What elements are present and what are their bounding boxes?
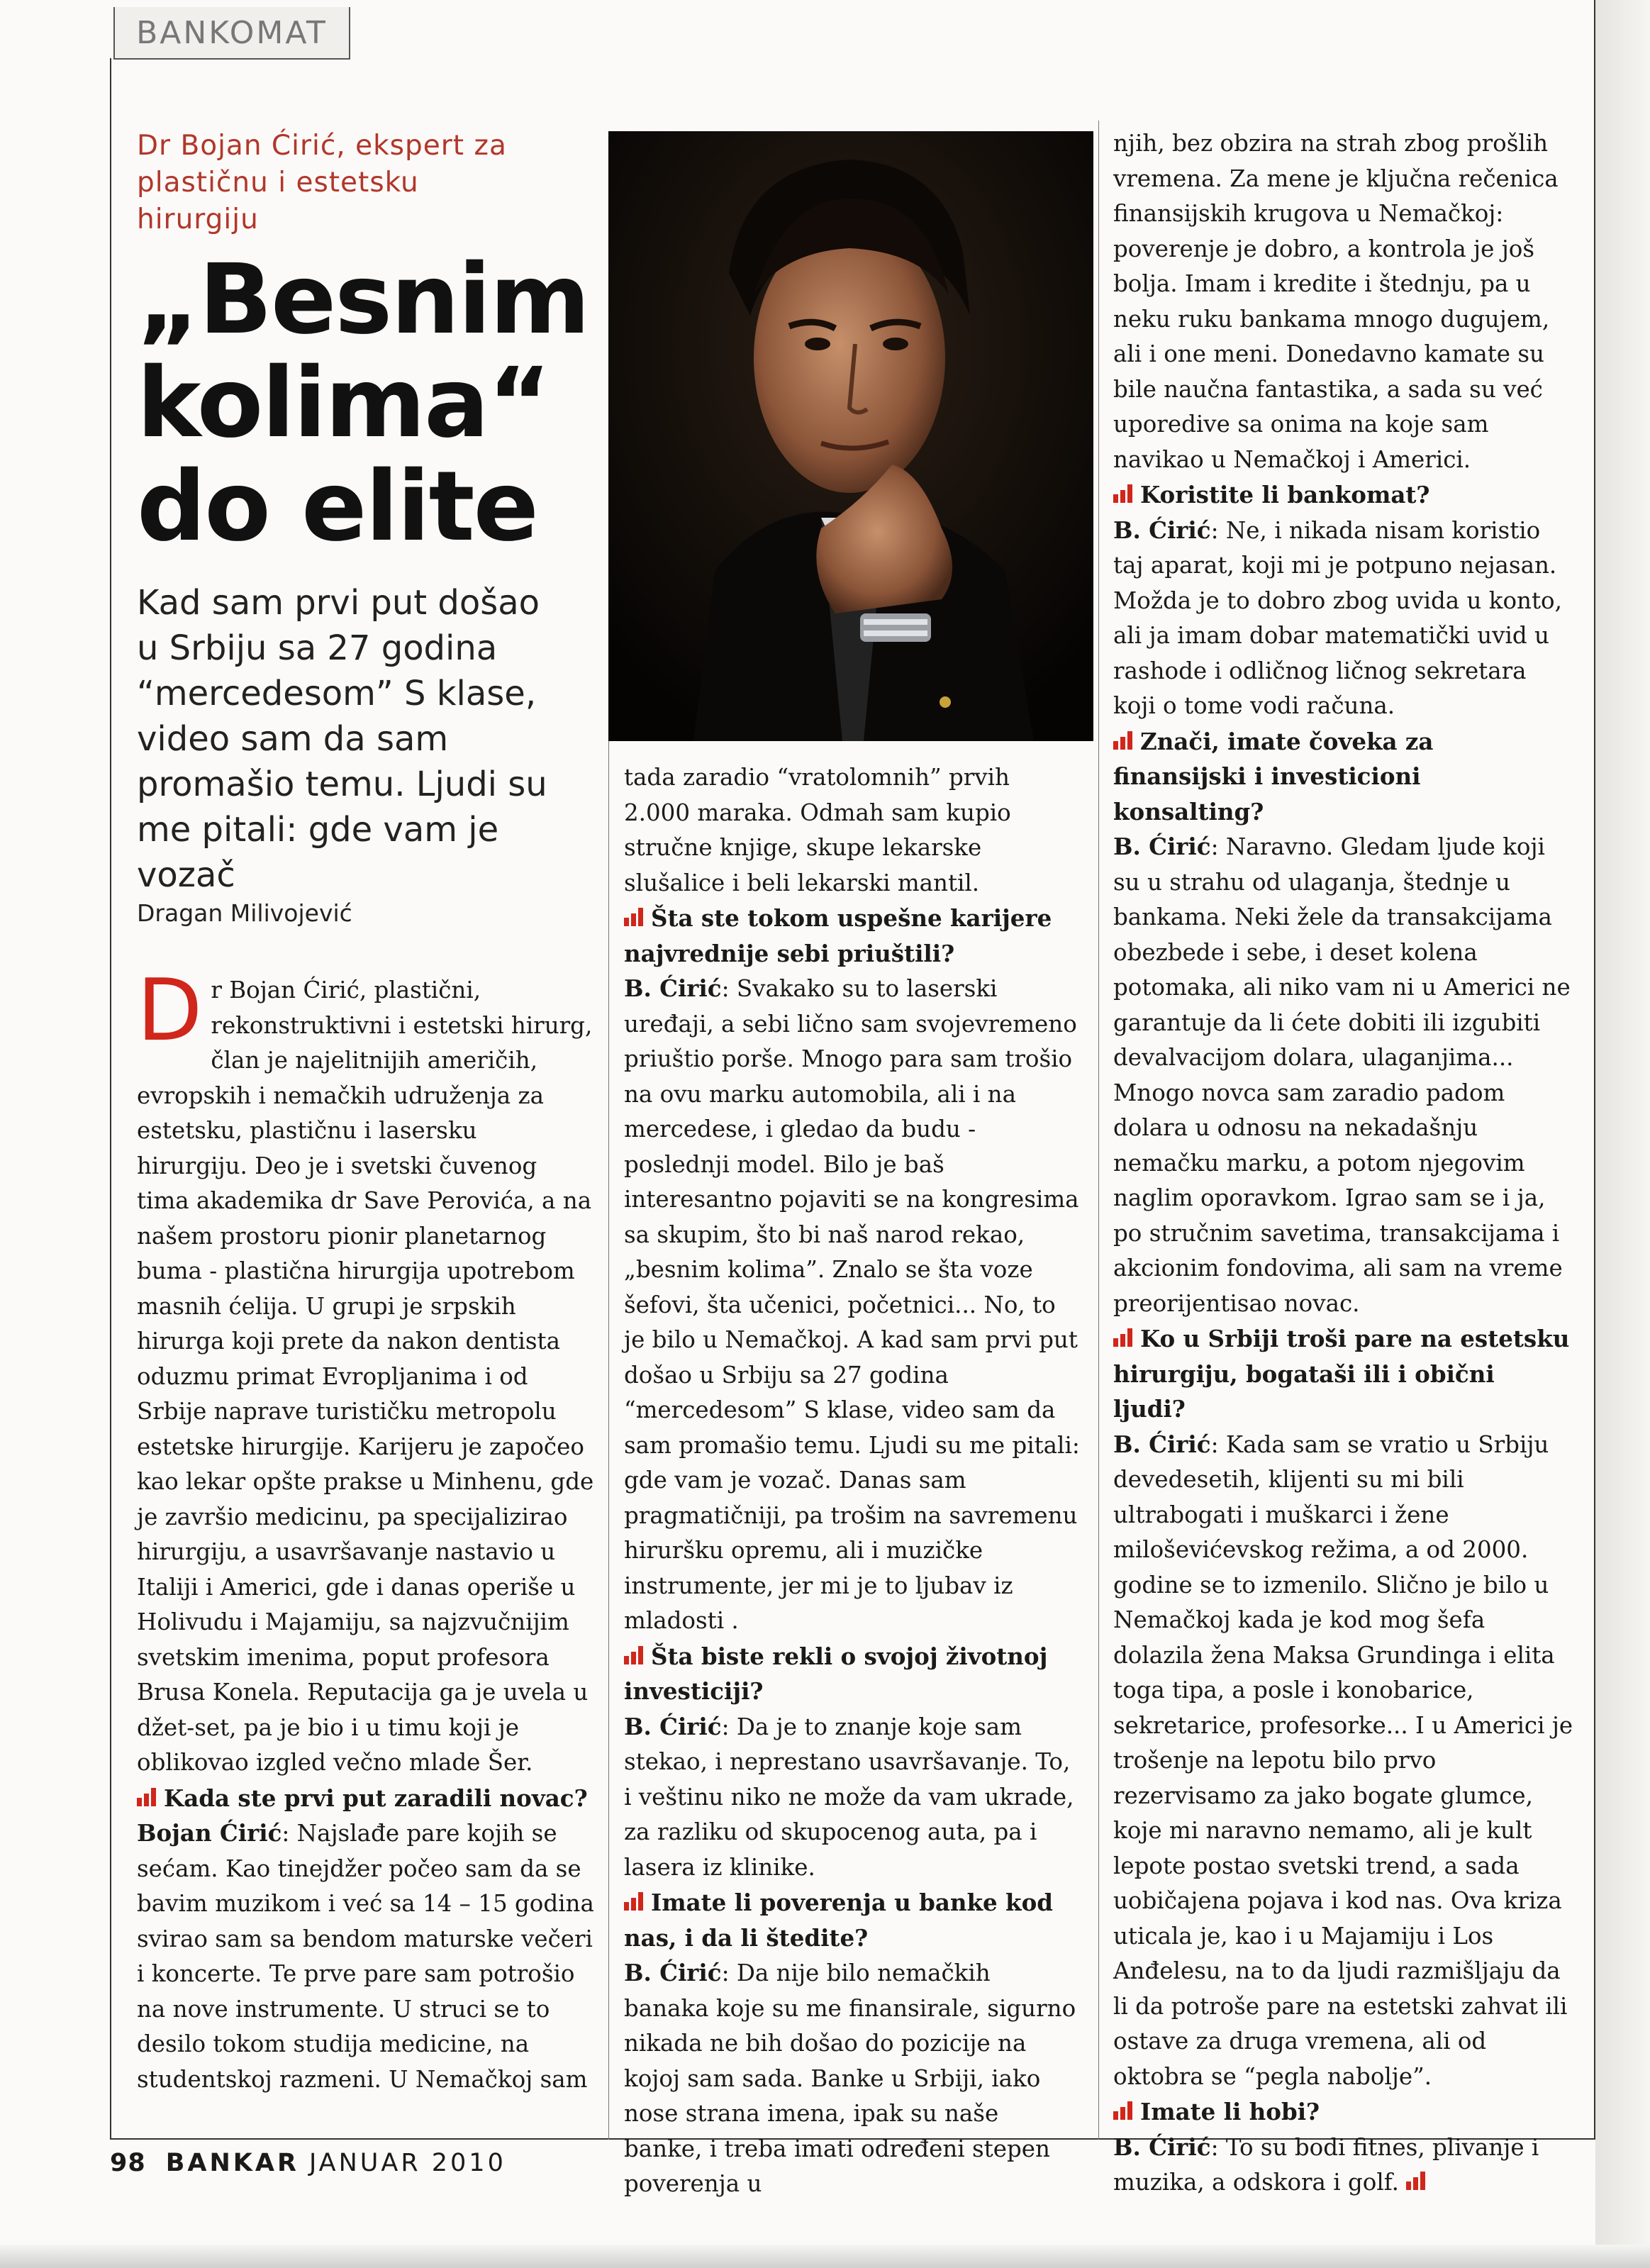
intro-text: r Bojan Ćirić, plastični, rekonstruktivni i estetski hirurg, član je najelitnijih američih, evropskih i nemačkih udruženja za estetsku, plastičnu i lasersku hirurgiju. Deo je i svetski čuvenog tima akademika dr Save Perovića, a na našem prostoru pionir planetarnog buma - plastična hirurgija upotrebom masnih ćelija. U grupi je srpskih hirurga koji prete da nakon dentista oduzmu primat Evropljanima i od Srbije naprave turističku metropolu estetske hirurgije. Karijeru je započeo kao lekar opšte prakse u Minhenu, gde je završio medicinu, pa specijalizirao hirurgiju, a usavršavanje nastavio u Italiji i Americi, gde i danas operiše u Holivudu i Majamiju, sa najzvučnijim svetskim imenima, poput profesora Brusa Konela. Reputacija ga je uvela u džet-set, pa je bio i u timu koji je oblikovao izgled večno mlade Šer. xyxy=(137,977,594,1776)
red-bars-icon xyxy=(624,1639,645,1674)
frame-right-rule xyxy=(1594,0,1595,2140)
page-bottom-shadow xyxy=(0,2245,1650,2268)
question-6: Znači, imate čoveka za finansijski i investicioni konsalting? xyxy=(1113,724,1574,830)
article-column-2 xyxy=(624,760,1081,2202)
section-tag: BANKOMAT xyxy=(113,7,350,60)
question-4: Imate li poverenja u banke kod nas, i da li štedite? xyxy=(624,1885,1081,1955)
answer-6: B. Ćirić: Naravno. Gledam ljude koji su u strahu od ulaganja, štednje u bankama. Neki žele da transakcijama obezbede i sebe, i deset kolena potomaka, ali niko vam ni u Americi ne garantuje da li ćete dobiti ili izgubiti devalvacijom dolara, ulaganjima... Mnogo novca sam zaradio padom dolara u odnosu na nekadašnju nemačku marku, a potom njegovim naglim oporavkom. Igrao sam se i ja, po stručnim savetima, transakcijama i akcionim fondovima, ali sam na vreme preorijentisao novac. xyxy=(1113,833,1571,1317)
answer-2: B. Ćirić: Svakako su to laserski uređaji, a sebi lično sam svojevremeno priuštio porše. Mnogo para sam trošio na ovu marku automobila, ali i na mercedese, i gledao da budu - poslednji model. Bilo je baš interesantno pojaviti se na kongresima sa skupim, što bi naš narod rekao, „besnim kolima”. Znalo se šta voze šefovi, šta učenici, početnici... No, to je bilo u Nemačkoj. A kad sam prvi put došao u Srbiju sa 27 godina “mercedesom” S klase, video sam da sam promašio temu. Ljudi su me pitali: gde vam je vozač. Danas sam pragmatičniji, pa trošim na savremenu hiruršku opremu, ali i muzičke instrumente, jer mi je to ljubav iz mladosti . xyxy=(624,974,1080,1634)
article-column-3 xyxy=(1113,126,1574,2201)
end-mark-icon xyxy=(1406,2165,1427,2201)
red-bars-icon xyxy=(137,1781,158,1816)
magazine-name: BANKAR xyxy=(165,2149,299,2177)
issue-date: JANUAR 2010 xyxy=(308,2149,506,2177)
red-bars-icon xyxy=(624,901,645,936)
page-footer xyxy=(110,2149,506,2177)
answer-7: B. Ćirić: Kada sam se vratio u Srbiju devedesetih, klijenti su mi bili ultrabogati i muškarci i žene miloševićevskog režima, a od 2000. godine se to izmenilo. Slično je bilo u Nemačkoj kada je kod mog šefa dolazila žena Maksa Grundinga i elita toga tipa, a posle i konobarice, sekretarice, profesorke... I u Americi je trošenje na lepotu bilo prvo rezervisamo za jako bogate glumce, koje mi naravno nemamo, ali je kult lepote postao svetski trend, a sada uobičajena pojava i kod nas. Ova kriza uticala je, kao i u Majamiju i Los Anđelesu, na to da ljudi razmišljaju da li da potroše pare na estetski zahvat ili ostave za druga vremena, ali od oktobra se “pegla nabolje”. xyxy=(1113,1430,1573,2090)
question-1: Kada ste prvi put zaradili novac? xyxy=(137,1781,594,1816)
drop-cap: D xyxy=(137,962,203,1060)
answer-1: Bojan Ćirić: Najslađe pare kojih se sećam. Kao tinejdžer počeo sam da se bavim muzikom i već sa 14 – 15 godina svirao sam sa bendom maturske večeri i koncerte. Te prve pare sam potrošio na nove instrumente. U struci se to desilo tokom studija medicine, na studentskoj razmeni. U Nemačkoj sam xyxy=(137,1819,594,2093)
intro-paragraph xyxy=(137,962,594,1781)
article-lede: Kad sam prvi put došao u Srbiju sa 27 godina “mercedesom” S klase, video sam da sam promašio temu. Ljudi su me pitali: gde vam je vozač xyxy=(137,583,547,895)
answer-4: B. Ćirić: Da nije bilo nemačkih banaka koje su me finansirale, sigurno nikada ne bih došao do pozicije na kojoj sam sada. Banke u Srbiji, iako nose strana imena, ipak su naše banke, i treba imati određeni stepen poverenja u xyxy=(624,1959,1076,2197)
frame-left-rule xyxy=(110,58,111,2140)
question-8: Imate li hobi? xyxy=(1113,2094,1574,2130)
article-kicker: Dr Bojan Ćirić, ekspert za plastičnu i estetsku hirurgiju xyxy=(137,130,507,235)
continued-text: njih, bez obzira na strah zbog prošlih vremena. Za mene je ključna rečenica finansijskih krugova u Nemačkoj: poverenje je dobro, a kontrola je još bolja. Imam i kredite i štednju, pa u neku ruku bankama mnogo dugujem, ali i one meni. Donedavno kamate su bile naučna fantastika, a sada su već uporedive sa onima na koje sam navikao u Nemačkoj i Americi. xyxy=(1113,130,1559,473)
question-3: Šta biste rekli o svojoj životnoj investiciji? xyxy=(624,1639,1081,1709)
article-headline: „Besnim kolima“ do elite xyxy=(137,244,589,563)
continued-text: tada zaradio “vratolomnih” prvih 2.000 maraka. Odmah sam kupio stručne knjige, skupe lekarske slušalice i beli lekarski mantil. xyxy=(624,764,1011,896)
question-2: Šta ste tokom uspešne karijere najvrednije sebi priuštili? xyxy=(624,901,1081,971)
question-5: Koristite li bankomat? xyxy=(1113,477,1574,513)
question-7: Ko u Srbiji troši pare na estetsku hirurgiju, bogataši ili i obični ljudi? xyxy=(1113,1321,1574,1427)
red-bars-icon xyxy=(1113,724,1135,760)
red-bars-icon xyxy=(1113,2094,1135,2130)
article-byline: Dragan Milivojević xyxy=(137,899,352,927)
red-bars-icon xyxy=(624,1885,645,1920)
answer-5: B. Ćirić: Ne, i nikada nisam koristio taj aparat, koji mi je potpuno nejasan. Možda je to dobro zbog uvida u konto, ali ja imam dobar matematički uvid u rashode i odličnog ličnog sekretara koji o tome vodi računa. xyxy=(1113,516,1562,719)
next-page-edge xyxy=(1595,0,1650,2268)
article-column-1 xyxy=(137,962,594,2097)
answer-8: B. Ćirić: To su bodi fitnes, plivanje i muzika, a odskora i golf. xyxy=(1113,2130,1574,2201)
portrait-photo xyxy=(608,131,1093,741)
answer-3: B. Ćirić: Da je to znanje koje sam stekao, i neprestano usavršavanje. To, i veštinu niko ne može da vam ukrade, za razliku od skupocenog auta, pa i lasera iz klinike. xyxy=(624,1712,1074,1881)
red-bars-icon xyxy=(1113,1321,1135,1357)
column-rule-2 xyxy=(1098,121,1099,2140)
page-number: 98 xyxy=(110,2149,146,2177)
column-rule-1 xyxy=(608,741,609,2140)
red-bars-icon xyxy=(1113,477,1135,513)
